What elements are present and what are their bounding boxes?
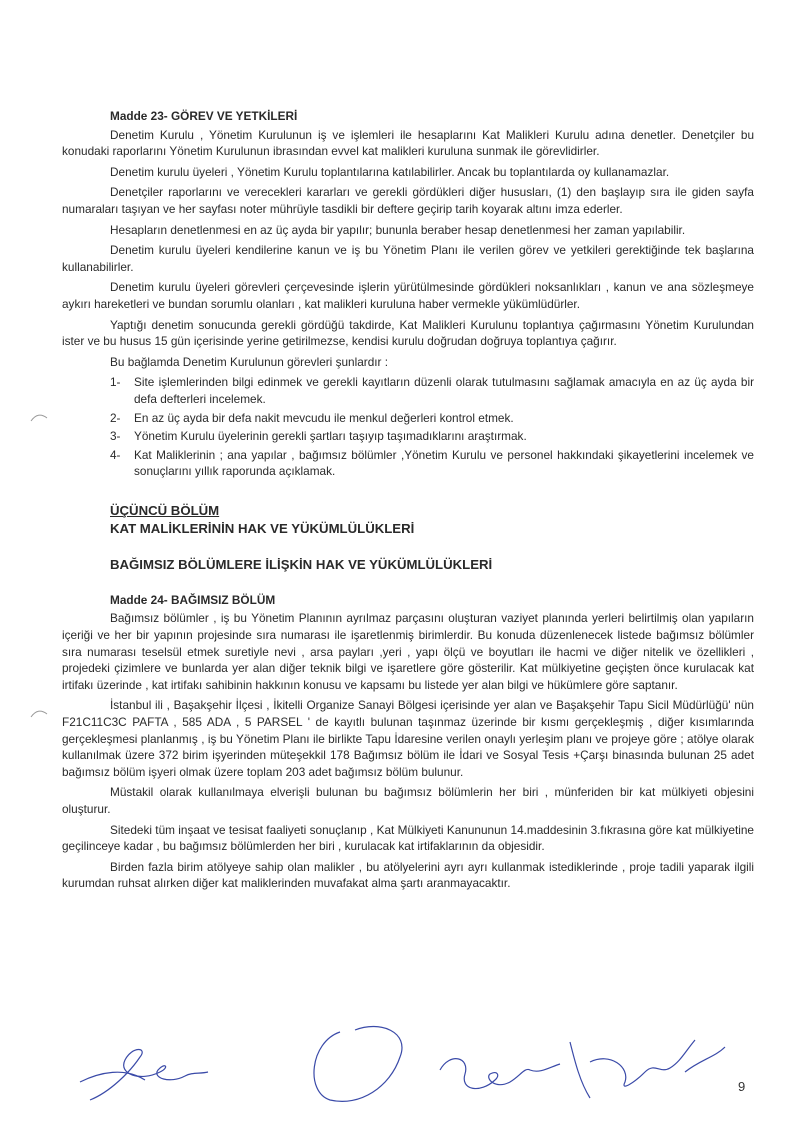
section-sub-heading: BAĞIMSIZ BÖLÜMLERE İLİŞKİN HAK VE YÜKÜMLÜLÜKLERİ xyxy=(110,556,493,572)
article-24-paragraph: Bağımsız bölümler , iş bu Yönetim Planının ayrılmaz parçasını oluşturan vaziyet planında yerleri belirtilmiş olan yapıların içeriği ve her bir yapının projesinde sıra numarası ile işaretlenmiş birimlerdir. Bu konuda düzenlenecek listede bağımsız bölümler sıra numarası teselsül etmek suretiyle nevi , arsa payları ,yeri , yapı ölçü ve boyutları ile hacmi ve diğer nitelik ve özellikleri , projedeki çizimlere ve bunlarda yer alan diğer teknik bilgi ve işaretlere göre gösterilir. Kat mülkiyetine geçişten önce kurulacak kat irtifakı üzerinde , kat irtifakı sahibinin hakkının konusu ve kapsamı bu listede yer alan bilgi ve hükümlere göre saptanır. xyxy=(62,611,754,692)
list-item: 2- En az üç ayda bir defa nakit mevcudu ile menkul değerleri kontrol etmek. xyxy=(110,410,514,425)
punch-mark-icon xyxy=(30,412,48,422)
signatures xyxy=(70,1012,730,1112)
article-24-heading: Madde 24- BAĞIMSIZ BÖLÜM xyxy=(110,592,276,607)
section-subtitle: KAT MALİKLERİNİN HAK VE YÜKÜMLÜLÜKLERİ xyxy=(110,520,415,536)
spacer xyxy=(62,574,754,592)
article-23-paragraph: Denetim kurulu üyeleri görevleri çerçevesinde işlerin yürütülmesinde gördükleri noksanlıkları , kanun ve ana sözleşmeye aykırı hareketleri ve bundan sorumlu olanları , kat malikleri kuruluna haber vermekle yükümlüdürler. xyxy=(62,280,754,311)
list-item: 1- Site işlemlerinden bilgi edinmek ve gerekli kayıtların düzenli olarak tutulmasını sağlamak amacıyla en az üç ayda bir defa defterleri incelemek. xyxy=(110,375,754,406)
article-23-paragraph: Denetim Kurulu , Yönetim Kurulunun iş ve işlemleri ile hesaplarını Kat Malikleri Kurulu adına denetler. Denetçiler bu konudaki raporlarını Yönetim Kurulunun ibrasından evvel kat malikleri kuruluna sunmak ile görevlidirler. xyxy=(62,127,754,159)
article-23-paragraph: Yaptığı denetim sonucunda gerekli gördüğü takdirde, Kat Malikleri Kurulunu toplantıya çağırmasını Yönetim Kurulundan ister ve bu husus 15 gün içerisinde yerine getirilmezse, kendisi kurulu doğrudan doğruya toplantıya çağırır. xyxy=(62,317,754,349)
article-24-paragraph: İstanbul ili , Başakşehir İlçesi , İkitelli Organize Sanayi Bölgesi içerisinde yer alan ve Başakşehir Tapu Sicil Müdürlüğü' nün F21C11C3C PAFTA , 585 ADA , 5 PARSEL ' de kayıtlı bulunan taşınmaz üzerinde bir kısmı gerçekleşmiş , diğer kısımlarında gerçekleşmesi planlanmış , iş bu Yönetim Planı ile birlikte Tapu İdaresine verilen onaylı yerleşim planı ve projeye göre ; atölye olarak kullanılmak üzere 372 birim işyerinden müteşekkil 178 Bağımsız bölüm ile İdari ve Sosyal Tesis +Çarşı binasında bulunan 25 adet bağımsız bölüm işyeri olmak üzere toplam 203 adet bağımsız bölüm bulunur. xyxy=(62,698,754,779)
article-23-paragraph: Denetim kurulu üyeleri , Yönetim Kurulu toplantılarına katılabilirler. Ancak bu toplantılarda oy kullanamazlar. xyxy=(110,164,670,179)
spacer xyxy=(62,538,754,556)
section-title: ÜÇÜNCÜ BÖLÜM xyxy=(110,502,220,518)
signature-1 xyxy=(80,1049,208,1100)
article-23-paragraph: Denetçiler raporlarını ve verecekleri kararları ve gerekli gördükleri diğer hususları, (1) den başlayıp sıra ile giden sayfa numaraları taşıyan ve her sayfası noter mührüyle tasdikli bir deftere geçirip tarih koyarak altını imza ederler. xyxy=(62,185,754,216)
page-number: 9 xyxy=(738,1079,746,1094)
list-item: 3- Yönetim Kurulu üyelerinin gerekli şartları taşıyıp taşımadıklarını araştırmak. xyxy=(110,429,527,444)
duties-list xyxy=(62,374,754,480)
article-23-paragraph: Hesapların denetlenmesi en az üç ayda bir yapılır; bununla beraber hesap denetlenmesi her zaman yapılabilir. xyxy=(110,222,686,237)
duties-intro: Bu bağlamda Denetim Kurulunun görevleri şunlardır : xyxy=(110,354,389,369)
signature-2 xyxy=(314,1026,725,1101)
article-23-heading: Madde 23- GÖREV VE YETKİLERİ xyxy=(110,109,298,123)
article-24-paragraph: Sitedeki tüm inşaat ve tesisat faaliyeti sonuçlanıp , Kat Mülkiyeti Kanununun 14.maddesinin 3.fıkrasına göre kat mülkiyetine geçilinceye kadar , bu bağımsız bölümlerden her biri , kurulacak kat irtifaklarının da objesidir. xyxy=(62,822,754,854)
signatures-svg xyxy=(70,1012,730,1112)
list-item: 4- Kat Maliklerinin ; ana yapılar , bağımsız bölümler ,Yönetim Kurulu ve personel hakkındaki şikayetlerini incelemek ve sonuçlarını yıllık raporunda açıklamak. xyxy=(110,447,754,479)
article-24-paragraph: Müstakil olarak kullanılmaya elverişli bulunan bu bağımsız bölümlerin her biri , münferiden bir kat mülkiyeti objesini oluşturur. xyxy=(62,785,754,816)
document-body xyxy=(62,108,754,896)
article-24-paragraph: Birden fazla birim atölyeye sahip olan malikler , bu atölyelerini ayrı ayrı kullanmak istediklerinde , proje tadili yaparak ilgili kurumdan ruhsat alırken diğer kat maliklerinden muvafakat alma şartı aranmayacaktır. xyxy=(62,859,754,891)
punch-mark-icon xyxy=(30,708,48,718)
article-23-paragraph: Denetim kurulu üyeleri kendilerine kanun ve iş bu Yönetim Planı ile verilen görev ve yetkileri gerektiğinde tek başlarına kullanabilirler. xyxy=(62,243,754,274)
